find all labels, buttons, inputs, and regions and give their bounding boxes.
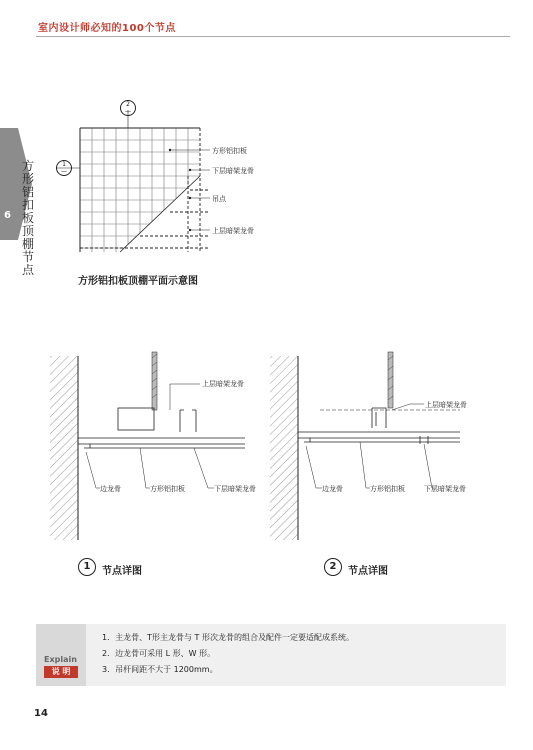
section-tag-2-top: 2 <box>126 101 130 108</box>
detail-2-wall <box>270 356 298 540</box>
detail-2-label-panel: 方形铝扣板 <box>370 485 405 493</box>
detail-1-caption: 节点详图 <box>102 566 142 577</box>
note-2: 2．边龙骨可采用 L 形、W 形。 <box>102 649 216 658</box>
plan-caption: 方形铝扣板顶棚平面示意图 <box>78 276 198 287</box>
section-tag-1-bottom: — <box>61 168 67 175</box>
section-tag-2-bottom: — <box>125 108 131 115</box>
page-number: 14 <box>34 708 48 719</box>
explain-label-cn: 说 明 <box>44 666 78 678</box>
detail-2-caption: 节点详图 <box>348 566 388 577</box>
detail-1-label-upper-runner: 上层暗架龙骨 <box>202 380 244 388</box>
plan-label-lower-runner: 下层暗架龙骨 <box>212 167 254 175</box>
note-3: 3．吊杆间距不大于 1200mm。 <box>102 665 218 674</box>
note-1: 1．主龙骨、T形主龙骨与 T 形次龙骨的组合及配件一定要适配成系统。 <box>102 633 354 642</box>
chapter-number: 6 <box>4 210 11 221</box>
plan-label-hanger: 吊点 <box>212 195 226 203</box>
explain-label-en: Explain <box>44 655 77 664</box>
detail-2-label-lower-runner: 下层暗架龙骨 <box>424 485 466 493</box>
detail-1-label-panel: 方形铝扣板 <box>150 485 185 493</box>
detail-2-label-upper-runner: 上层暗架龙骨 <box>425 401 467 409</box>
detail-1-label-lower-runner: 下层暗架龙骨 <box>214 485 256 493</box>
header-title: 室内设计师必知的100个节点 <box>38 23 176 34</box>
detail-2-number: 2 <box>324 558 342 576</box>
explain-notes <box>102 630 354 678</box>
section-tag-1-top: 1 <box>62 161 66 168</box>
detail-2-label-edge: 边龙骨 <box>322 485 343 493</box>
detail-1-number: 1 <box>78 558 96 576</box>
plan-label-upper-runner: 上层暗架龙骨 <box>212 227 254 235</box>
plan-label-panel: 方形铝扣板 <box>212 147 247 155</box>
chapter-title: 方形铝扣板顶棚节点 <box>22 159 35 277</box>
detail-1-label-edge: 边龙骨 <box>100 485 121 493</box>
